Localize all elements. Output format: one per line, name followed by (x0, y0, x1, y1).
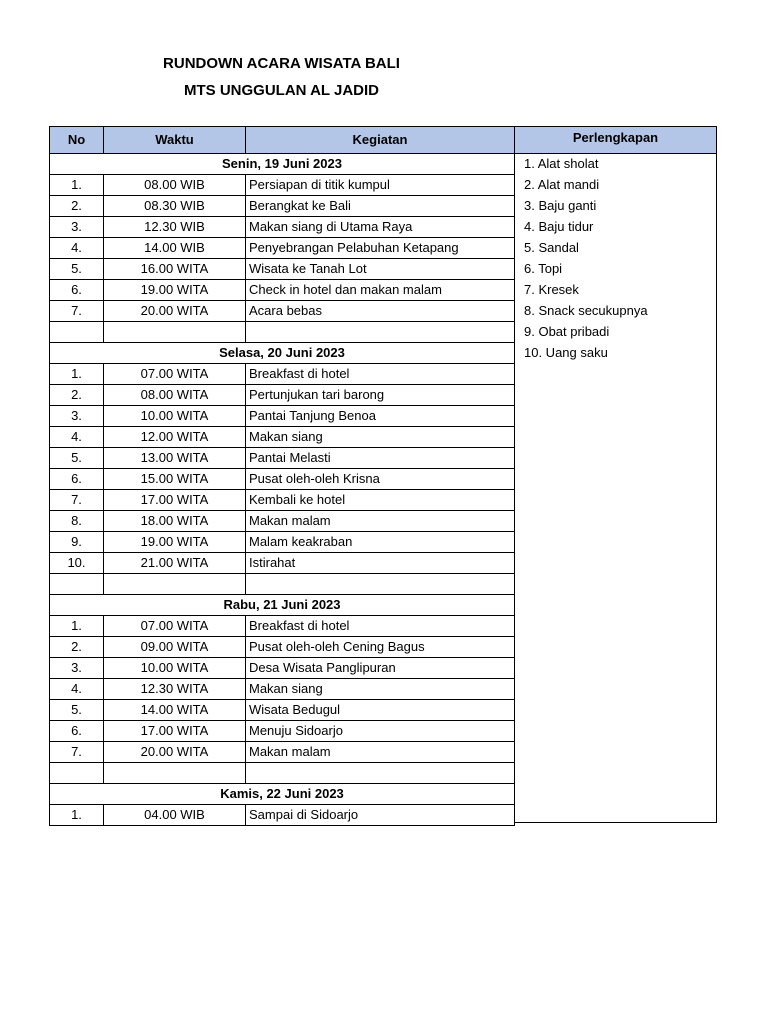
table-row (50, 490, 515, 511)
row-activity: Makan siang di Utama Raya (246, 217, 515, 238)
list-item: 2. Alat mandi (524, 177, 600, 192)
table-row (50, 280, 515, 301)
table-row (50, 259, 515, 280)
row-time: 12.00 WITA (104, 427, 246, 448)
table-row (50, 658, 515, 679)
row-activity: Pantai Tanjung Benoa (246, 406, 515, 427)
day-label: Senin, 19 Juni 2023 (50, 154, 515, 175)
row-time: 12.30 WIB (104, 217, 246, 238)
table-row (50, 175, 515, 196)
row-activity: Makan malam (246, 511, 515, 532)
day-label: Rabu, 21 Juni 2023 (50, 595, 515, 616)
header-no: No (50, 127, 104, 154)
spacer-row (50, 763, 515, 784)
table-row (50, 448, 515, 469)
row-number: 1. (50, 364, 104, 385)
list-item: 4. Baju tidur (524, 219, 594, 234)
empty-cell (50, 574, 104, 595)
list-item: 3. Baju ganti (524, 198, 597, 213)
empty-cell (246, 574, 515, 595)
row-activity: Malam keakraban (246, 532, 515, 553)
row-time: 19.00 WITA (104, 532, 246, 553)
row-time: 07.00 WITA (104, 364, 246, 385)
table-row (50, 511, 515, 532)
list-item: 8. Snack secukupnya (524, 303, 648, 318)
row-time: 08.00 WIB (104, 175, 246, 196)
row-time: 10.00 WITA (104, 406, 246, 427)
row-time: 13.00 WITA (104, 448, 246, 469)
day-header-row (50, 154, 515, 175)
list-item: 5. Sandal (524, 240, 579, 255)
row-time: 08.00 WITA (104, 385, 246, 406)
row-activity: Pantai Melasti (246, 448, 515, 469)
document-subtitle: MTS UNGGULAN AL JADID (184, 82, 379, 99)
schedule-header-row (50, 127, 515, 154)
row-number: 5. (50, 259, 104, 280)
row-activity: Menuju Sidoarjo (246, 721, 515, 742)
equipment-list (515, 154, 716, 364)
row-number: 6. (50, 280, 104, 301)
day-header-row (50, 784, 515, 805)
row-number: 2. (50, 196, 104, 217)
row-number: 7. (50, 301, 104, 322)
row-activity: Pertunjukan tari barong (246, 385, 515, 406)
row-activity: Makan siang (246, 427, 515, 448)
table-row (50, 700, 515, 721)
spacer-row (50, 322, 515, 343)
row-activity: Check in hotel dan makan malam (246, 280, 515, 301)
row-activity: Kembali ke hotel (246, 490, 515, 511)
table-row (50, 637, 515, 658)
table-row (50, 301, 515, 322)
row-number: 6. (50, 469, 104, 490)
row-number: 9. (50, 532, 104, 553)
row-time: 21.00 WITA (104, 553, 246, 574)
row-activity: Istirahat (246, 553, 515, 574)
row-number: 5. (50, 448, 104, 469)
equipment-panel (514, 126, 717, 823)
row-time: 17.00 WITA (104, 721, 246, 742)
schedule-table (49, 126, 515, 826)
spacer-row (50, 574, 515, 595)
table-row (50, 196, 515, 217)
empty-cell (50, 763, 104, 784)
list-item: 7. Kresek (524, 282, 579, 297)
row-number: 5. (50, 700, 104, 721)
header-waktu: Waktu (104, 127, 246, 154)
row-number: 4. (50, 238, 104, 259)
day-header-row (50, 595, 515, 616)
row-time: 20.00 WITA (104, 301, 246, 322)
day-label: Selasa, 20 Juni 2023 (50, 343, 515, 364)
row-number: 10. (50, 553, 104, 574)
row-activity: Pusat oleh-oleh Cening Bagus (246, 637, 515, 658)
row-activity: Sampai di Sidoarjo (246, 805, 515, 826)
row-number: 1. (50, 805, 104, 826)
row-number: 2. (50, 637, 104, 658)
day-header-row (50, 343, 515, 364)
row-activity: Breakfast di hotel (246, 364, 515, 385)
table-row (50, 427, 515, 448)
row-time: 18.00 WITA (104, 511, 246, 532)
row-activity: Breakfast di hotel (246, 616, 515, 637)
list-item: 1. Alat sholat (524, 156, 599, 171)
row-activity: Acara bebas (246, 301, 515, 322)
row-time: 10.00 WITA (104, 658, 246, 679)
row-number: 2. (50, 385, 104, 406)
row-number: 8. (50, 511, 104, 532)
row-number: 7. (50, 490, 104, 511)
table-row (50, 721, 515, 742)
empty-cell (50, 322, 104, 343)
table-row (50, 469, 515, 490)
row-activity: Makan malam (246, 742, 515, 763)
table-row (50, 553, 515, 574)
list-item: 10. Uang saku (524, 345, 608, 360)
row-activity: Desa Wisata Panglipuran (246, 658, 515, 679)
row-time: 17.00 WITA (104, 490, 246, 511)
row-activity: Wisata Bedugul (246, 700, 515, 721)
document-title: RUNDOWN ACARA WISATA BALI (163, 55, 400, 72)
row-number: 1. (50, 616, 104, 637)
row-number: 3. (50, 406, 104, 427)
table-row (50, 532, 515, 553)
header-perlengkapan: Perlengkapan (515, 127, 716, 154)
row-time: 12.30 WITA (104, 679, 246, 700)
table-row (50, 385, 515, 406)
list-item: 9. Obat pribadi (524, 324, 610, 339)
list-item: 6. Topi (524, 261, 563, 276)
row-time: 14.00 WIB (104, 238, 246, 259)
row-activity: Penyebrangan Pelabuhan Ketapang (246, 238, 515, 259)
header-kegiatan: Kegiatan (246, 127, 515, 154)
table-row (50, 406, 515, 427)
row-time: 14.00 WITA (104, 700, 246, 721)
row-activity: Makan siang (246, 679, 515, 700)
row-activity: Pusat oleh-oleh Krisna (246, 469, 515, 490)
row-activity: Wisata ke Tanah Lot (246, 259, 515, 280)
empty-cell (246, 763, 515, 784)
schedule-body (50, 154, 515, 826)
row-time: 04.00 WIB (104, 805, 246, 826)
table-row (50, 742, 515, 763)
empty-cell (104, 574, 246, 595)
table-row (50, 364, 515, 385)
row-time: 19.00 WITA (104, 280, 246, 301)
table-row (50, 805, 515, 826)
row-time: 15.00 WITA (104, 469, 246, 490)
row-time: 16.00 WITA (104, 259, 246, 280)
row-time: 20.00 WITA (104, 742, 246, 763)
table-row (50, 616, 515, 637)
row-number: 4. (50, 427, 104, 448)
table-row (50, 217, 515, 238)
row-activity: Berangkat ke Bali (246, 196, 515, 217)
empty-cell (104, 763, 246, 784)
row-time: 09.00 WITA (104, 637, 246, 658)
row-number: 3. (50, 658, 104, 679)
table-row (50, 679, 515, 700)
row-activity: Persiapan di titik kumpul (246, 175, 515, 196)
row-time: 08.30 WIB (104, 196, 246, 217)
empty-cell (246, 322, 515, 343)
row-time: 07.00 WITA (104, 616, 246, 637)
row-number: 6. (50, 721, 104, 742)
table-row (50, 238, 515, 259)
day-label: Kamis, 22 Juni 2023 (50, 784, 515, 805)
row-number: 7. (50, 742, 104, 763)
row-number: 1. (50, 175, 104, 196)
row-number: 4. (50, 679, 104, 700)
empty-cell (104, 322, 246, 343)
row-number: 3. (50, 217, 104, 238)
